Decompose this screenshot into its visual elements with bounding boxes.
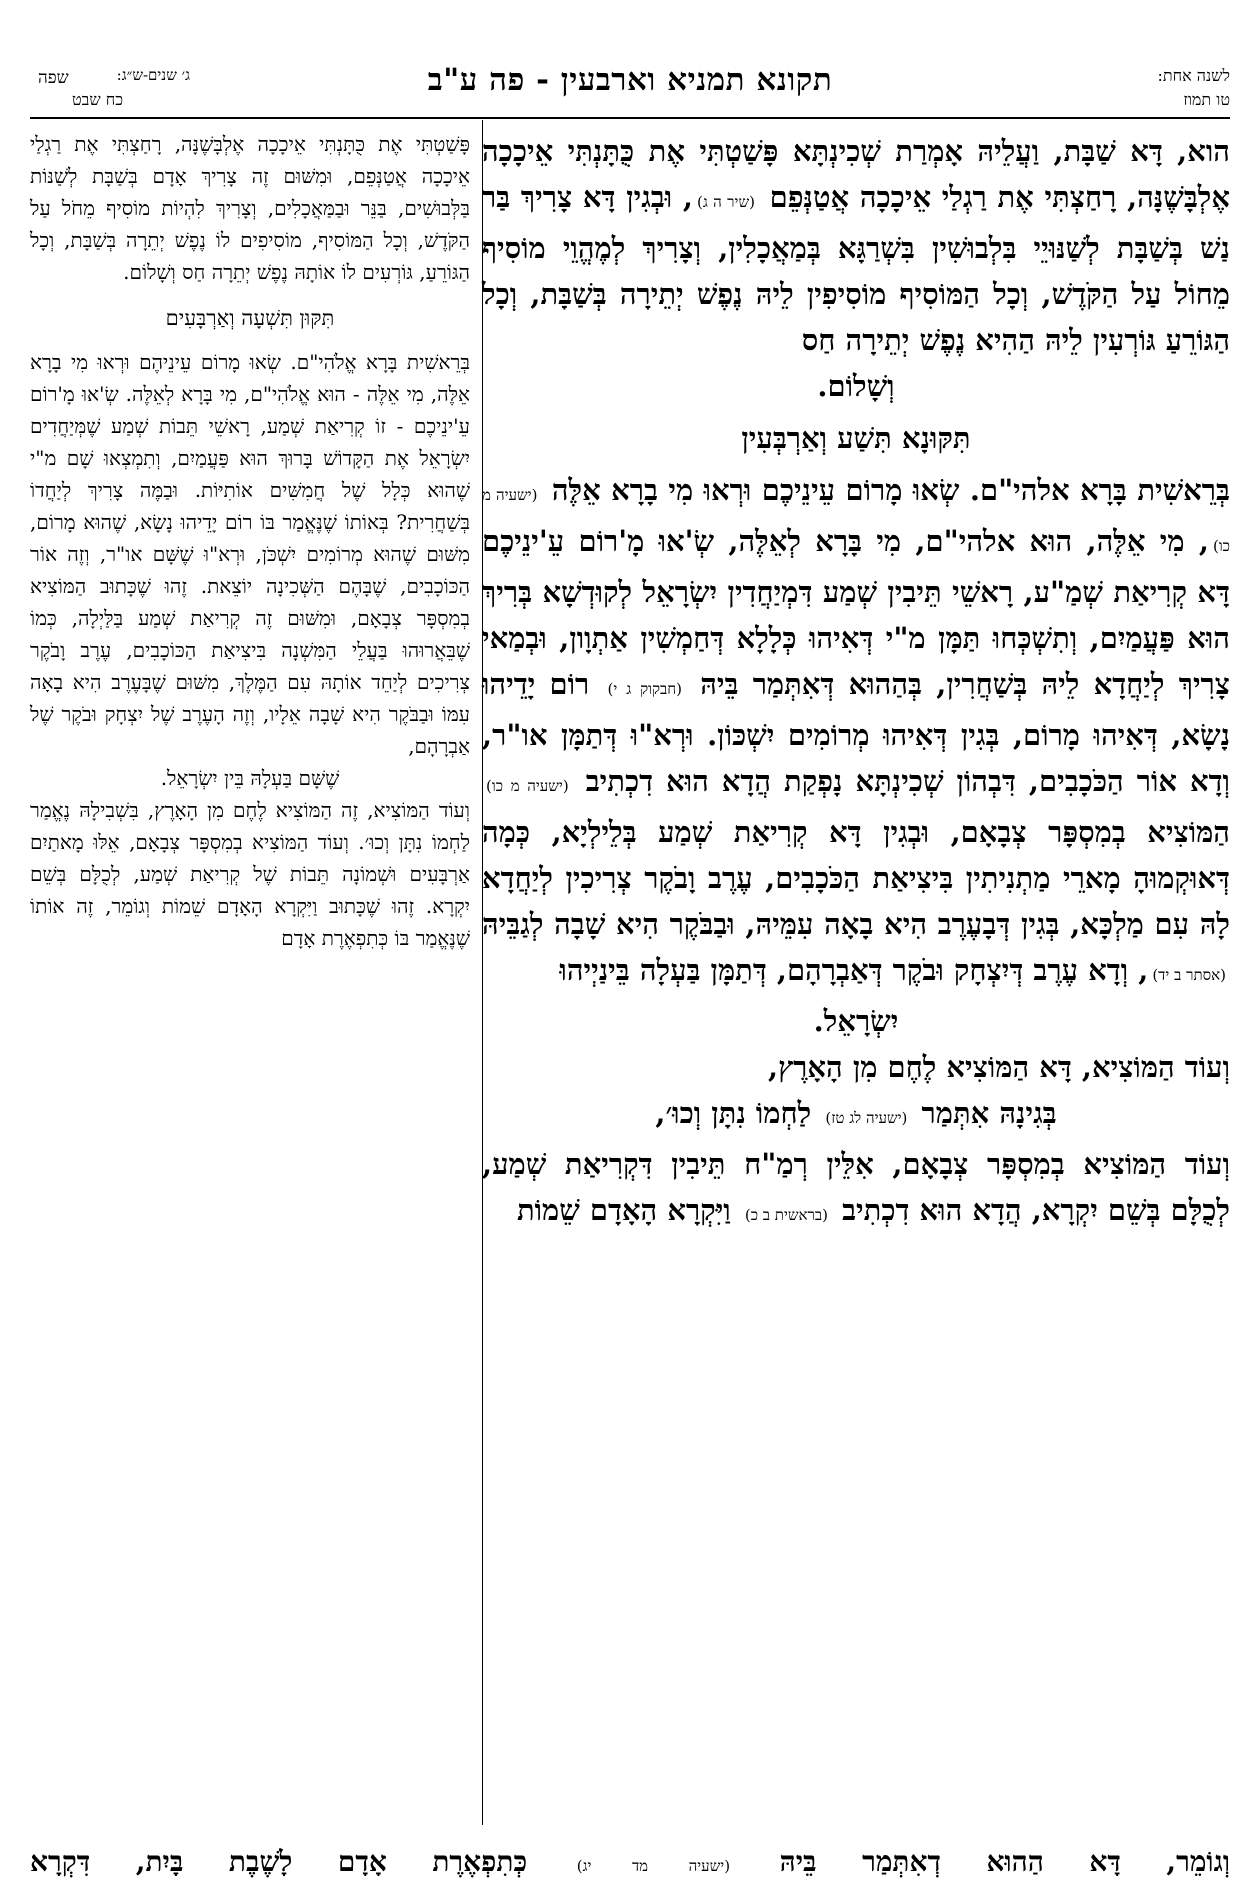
main-paragraph-1 xyxy=(482,128,1230,363)
date-left: כח שבט xyxy=(72,90,124,109)
main-text-span: , וְדָא עֶרֶב דְּיִצְחָק וּבֹקֶר דְּאַבְרָהָם, דְּתַמָּן בַּעְלָה בֵּינַיְיהוּ xyxy=(559,953,1149,987)
main-paragraph-2 xyxy=(482,467,1230,998)
main-text-span: בְּגִינָהּ אִתְּמַר xyxy=(921,1096,1057,1130)
main-paragraph-2-end: יִשְׂרָאֵל. xyxy=(813,1004,899,1038)
date-right: טו תמוז xyxy=(1183,90,1230,109)
main-text-span: וְעוֹד הַמּוֹצִיא, דָּא הַמּוֹצִיא לֶחֶם מִן הָאָרֶץ, xyxy=(767,1050,1230,1084)
page-title: תקונא תמניא וארבעין - פה ע"ב xyxy=(427,62,833,98)
citation: (ישעיה לג טז) xyxy=(825,1109,908,1127)
page-letters: שפה xyxy=(38,68,69,88)
translation-paragraph-2-end: שֶׁשָּׁם בַּעְלָהּ בֵּין יִשְׂרָאֵל. xyxy=(160,766,340,790)
citation: (ישעיה מ כו) xyxy=(482,486,1230,555)
header-rule xyxy=(30,117,1230,119)
main-paragraph-4 xyxy=(482,1141,1230,1238)
translation-paragraph-3: וְעוֹד הַמּוֹצִיא, זֶה הַמּוֹצִיא לֶחֶם מִן הָאָרֶץ, בִּשְׁבִילָהּ נֶאֱמַר לַחְמוֹ נִתָּן וְכוּ׳. וְעוֹד הַמּוֹצִיא בְמִסְפָּר צְבָאָם, אֵלּוּ מָאתַיִם אַרְבָּעִים וּשְׁמוֹנָה תֵּבוֹת שֶׁל קְרִיאַת שְׁמַע, לְכֻלָּם בְּשֵׁם יִקְרָא. זֶהוּ שֶׁכָּתוּב וַיִּקְרָא הָאָדָם שֵׁמוֹת וְגוֹמֵר, זֶה אוֹתוֹ שֶׁנֶּאֱמַר בּוֹ כְּתִפְאֶרֶת אָדָם xyxy=(30,798,470,950)
citation: (ישעיה מד יג) xyxy=(576,1857,731,1875)
translation-paragraph-1: פָּשַׁטְתִּי אֶת כֻּתָּנְתִּי אֵיכָכָה אֶלְבָּשֶׁנָּה, רָחַצְתִּי אֶת רַגְלַי אֵיכָכָה אֲטַנְּפֵם, וּמִשּׁוּם זֶה צָרִיךְ אָדָם בְּשַׁבָּת לְשַׁנּוֹת בַּלְּבוּשִׁים, בַּנֵּר וּבַמַּאֲכָלִים, וְצָרִיךְ לִהְיוֹת מוֹסִיף מֵחֹל עַל הַקֹּדֶשׁ, וְכָל הַמּוֹסִיף, מוֹסִיפִים לוֹ נֶפֶשׁ יְתֵרָה בְּשַׁבָּת, וְכָל הַגּוֹרֵעַ, גּוֹרְעִים לוֹ אוֹתָהּ נֶפֶשׁ יְתֵרָה חַס וְשָׁלוֹם. xyxy=(30,132,470,284)
main-text-span: וְגוֹמֵר, דָּא הַהוּא דְאִתְּמַר בֵּיהּ xyxy=(779,1845,1230,1878)
main-paragraph-1-end: וְשָׁלוֹם. xyxy=(817,369,895,403)
header-right-block xyxy=(1120,64,1230,112)
citation: (ישעיה מ כו) xyxy=(486,777,569,795)
citation: (חבקוק ג י) xyxy=(607,680,682,698)
main-text-span: הַמּוֹצִיא בְמִסְפָּר צְבָאָם, וּבְגִין דָּא קְרִיאַת שְׁמַע בְּלֵילְיָא, כְּמָה דְּאוּקְמוּהָ מָארֵי מַתְנִיתִין בִּיצִיאַת הַכֹּכָבִים, עֶרֶב וָבֹקֶר צְרִיכִין לְיַחֲדָא לָהּ עִם מַלְכָּא, בְּגִין דְּבָעֶרֶב הִיא בָאָה עִמֵּיהּ, וּבַבֹּקֶר הִיא שָׁבָה לְגַבֵּיהּ xyxy=(482,815,1230,941)
citation: (בראשית ב כ) xyxy=(744,1206,828,1224)
main-text-column xyxy=(482,128,1230,1848)
cycle-label: לשנה אחת: xyxy=(1157,66,1230,85)
column-divider xyxy=(482,120,483,1825)
main-text-span: , וּבְגִין דָּא צָרִיךְ בַּר נַשׁ בְּשַׁבָּת לְשַׁנּוּיֵי בִּלְבוּשִׁין בִּשְׁרַגָּא בְּמַאֲכָלִין, וְצָרִיךְ לְמֶהֱוֵי מוֹסִיף מֵחוֹל עַל הַקֹּדֶשׁ, וְכָל הַמּוֹסִיף מוֹסִיפִין לֵיהּ נֶפֶשׁ יְתֵירָה בְּשַׁבָּת, וְכָל הַגּוֹרֵעַ גּוֹרְעִין לֵיהּ הַהִיא נֶפֶשׁ יְתֵירָה חַס xyxy=(482,180,1230,357)
translation-paragraph-2: בְּרֵאשִׁית בָּרָא אֱלֹהִי"ם. שְׂאוּ מָרוֹם עֵינֵיהֶם וּרְאוּ מִי בָרָא אֵלֶּה, מִי אֵלֶּה - הוּא אֱלֹהִי"ם, מִי בָּרָא לְאֵלֶּה. שְׂ'אוּ מָ'רוֹם עֵ'ינֵיכֶם - זוֹ קְרִיאַת שְׁמַע, רָאשֵׁי תֵּבוֹת שְׁמַע שֶׁמְּיַחֲדִים יִשְׂרָאֵל אֶת הַקָּדוֹשׁ בָּרוּךְ הוּא פַּעֲמַיִם, וְתִמְצְאוּ שָׁם מ"י שֶׁהוּא כְּלָל שֶׁל חֲמִשִּׁים אוֹתִיּוֹת. וּבַמֶּה צָרִיךְ לְיַחֲדוֹ בְּשַׁחֲרִית? בְּאוֹתוֹ שֶׁנֶּאֱמַר בּוֹ רוֹם יָדֵיהוּ נָשָׂא, שֶׁהוּא מָרוֹם, מִשּׁוּם שֶׁהוּא מְרוֹמִים יִשְׁכֹּן, וּרְא"וּ שֶׁשָּׁם או"ר, וְזֶה אוֹר הַכּוֹכָבִים, שֶׁבָּהֶם הַשְּׁכִינָה יוֹצֵאת. זֶהוּ שֶׁכָּתוּב הַמּוֹצִיא בְמִסְפָּר צְבָאָם, וּמִשּׁוּם זֶה קְרִיאַת שְׁמַע בַּלַּיְלָה, כְּמוֹ שֶׁבֵּאֲרוּהוּ בַּעֲלֵי הַמִּשְׁנָה בִּיצִיאַת הַכּוֹכָבִים, עֶרֶב וָבֹקֶר צְרִיכִים לְיַחֵד אוֹתָהּ עִם הַמֶּלֶךְ, מִשּׁוּם שֶׁבָּעֶרֶב הִיא בָאָה עִמּוֹ וּבַבֹּקֶר הִיא שָׁבָה אֵלָיו, וְזֶה הָעֶרֶב שֶׁל יִצְחָק וּבֹקֶר שֶׁל אַבְרָהָם, xyxy=(30,350,470,758)
main-paragraph-3-line xyxy=(482,1090,1230,1141)
main-text-span: לַחְמוֹ נִתָּן וְכוּ׳, xyxy=(655,1096,812,1130)
main-text-span: וְעוֹד הַמּוֹצִיא בְמִסְפָּר צְבָאָם, אִלֵּין רְמַ"ח תֵּיבִין דִּקְרִיאַת שְׁמַע, לְכֻלָּם בְּשֵׁם יִקְרָא, הֲדָא הוּא דִכְתִיב xyxy=(482,1147,1230,1227)
citation: (שיר ה ג) xyxy=(696,193,755,211)
main-section-title: תִּקּוּנָא תִּשַׁע וְאַרְבְּעִין xyxy=(741,421,971,455)
bottom-full-width-line xyxy=(30,1842,1230,1886)
main-text-span: , מִי אֵלֶּה, הוּא אלהי"ם, מִי בָּרָא לְאֵלֶּה, שְׂ'אוּ מָ'רוֹם עֵ'ינֵיכֶם דָּא קְרִיאַת שְׁמַ"ע, רָאשֵׁי תֵּיבִין שְׁמַע דִּמְיַחֲדִין יִשְׂרָאֵל לְקוּדְשָׁא בְּרִיךְ הוּא פַּעֲמַיִם, וְתִשְׁכְּחוּ תַּמָּן מ"י דְּאִיהוּ כְּלָלָא דְּחַמְשִׁין אַתְוָון, וּבְמַאי צָרִיךְ לְיַחֲדָא לֵיהּ בְּשַׁחֲרִין, בְּהַהוּא דְּאִתְּמַר בֵּיהּ xyxy=(482,524,1230,701)
page-header xyxy=(30,58,1230,120)
citation: (אסתר ב יד) xyxy=(1152,966,1226,984)
gematria-note: ג׳ שנים-ש״ג: xyxy=(116,66,190,84)
main-text-span: כְּתִפְאֶרֶת אָדָם לָשֶׁבֶת בָּיִת, דִּקְרָא xyxy=(30,1845,528,1878)
main-text-span: וַיִּקְרָא הָאָדָם שֵׁמוֹת xyxy=(516,1193,731,1227)
main-paragraph-3 xyxy=(482,1044,1230,1090)
header-left-block xyxy=(30,60,190,118)
main-text-span: בְּרֵאשִׁית בָּרָא אלהי"ם. שְׂאוּ מָרוֹם עֵינֵיכֶם וּרְאוּ מִי בָרָא אֵלֶּה xyxy=(551,473,1230,507)
translation-section-title: תִּקּוּן תִּשְׁעָה וְאַרְבָּעִים xyxy=(165,306,335,330)
translation-column xyxy=(30,128,470,1808)
main-text-span: הוא, דָּא שַׁבָּת, וַעֲלֵיהּ אָמְרַת שְׁכִינְתָּא פָּשַׁטְתִּי אֶת כֻּתָּנְתִּי אֵיכָכָה אֶלְבָּשֶׁנָּה, רָחַצְתִּי אֶת רַגְלַי אֵיכָכָה אֲטַנְּפֵם xyxy=(482,134,1230,214)
main-text-span: רוֹם יָדֵיהוּ נָשָׂא, דְּאִיהוּ מָרוֹם, בְּגִין דְּאִיהוּ מְרוֹמִים יִשְׁכּוֹן. וּרְא"וּ דְּתַמָּן או"ר, וְדָא אוֹר הַכֹּכָבִים, דִּבְהוֹן שְׁכִינְתָּא נָפְקַת הֲדָא הוּא דִכְתִיב xyxy=(482,667,1230,798)
